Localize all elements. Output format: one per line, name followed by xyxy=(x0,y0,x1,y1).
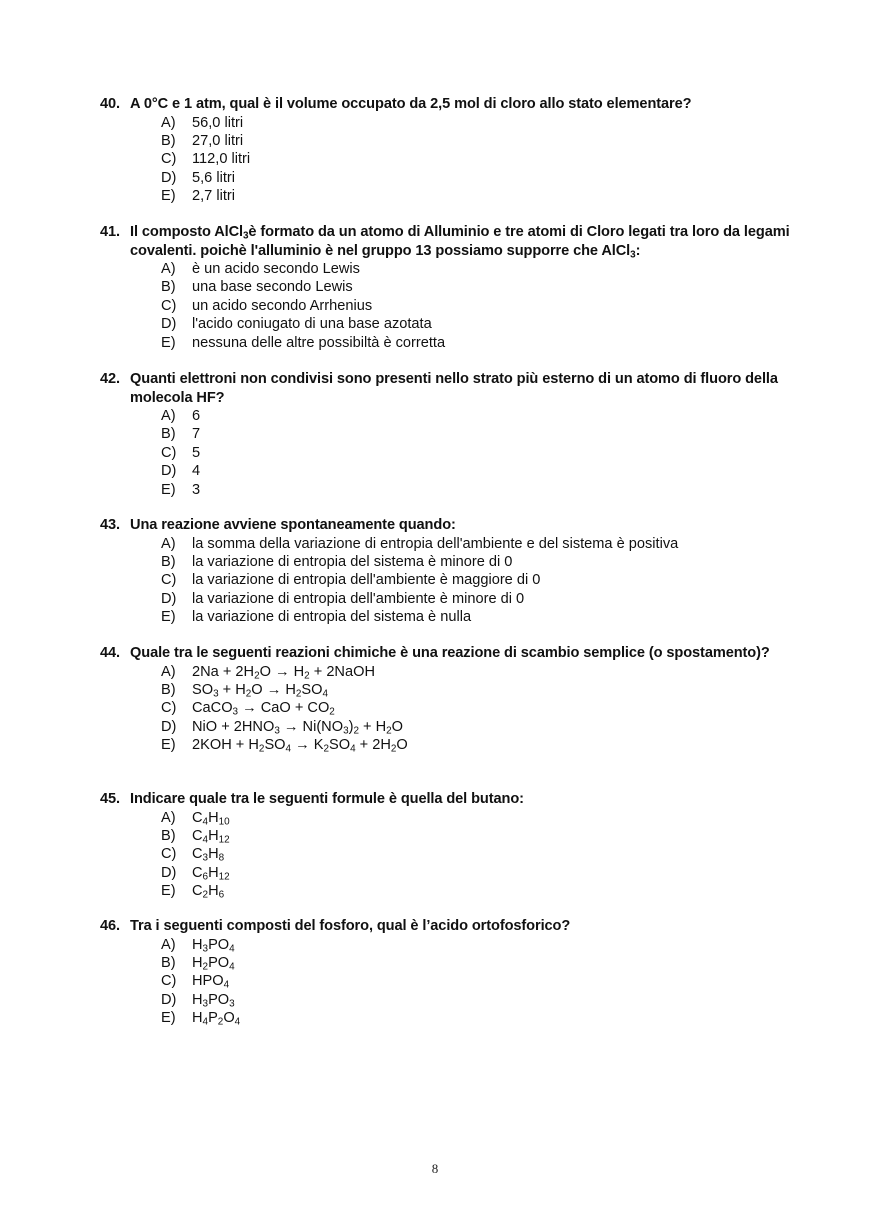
subscript: 2 xyxy=(390,743,397,755)
option-text: 7 xyxy=(192,426,201,443)
subscript: 4 xyxy=(322,688,329,700)
question-45 xyxy=(100,790,822,901)
option-text: $H_3PO_4$ xyxy=(192,936,235,954)
answer-option xyxy=(161,187,822,205)
answer-option xyxy=(161,334,822,352)
option-letter: A) xyxy=(161,535,176,552)
option-text: una base secondo Lewis xyxy=(192,279,353,296)
option-text: 4 xyxy=(192,463,201,480)
subscript: 3 xyxy=(202,998,209,1010)
subscript: 2 xyxy=(295,688,302,700)
answer-option xyxy=(161,663,822,681)
question-43 xyxy=(100,516,822,627)
answer-option xyxy=(161,608,822,626)
answer-options xyxy=(161,936,822,1028)
option-letter: D) xyxy=(161,864,177,881)
answer-options xyxy=(161,535,822,627)
option-letter: B) xyxy=(161,132,176,149)
option-text: 5 xyxy=(192,444,201,461)
option-letter: B) xyxy=(161,681,176,698)
option-letter: D) xyxy=(161,169,177,186)
subscript: 2 xyxy=(202,889,209,901)
answer-options xyxy=(161,407,822,499)
option-letter: C) xyxy=(161,151,177,168)
option-text: 56,0 litri xyxy=(192,114,244,131)
question-number: 45. xyxy=(100,791,120,807)
subscript: 2 xyxy=(258,743,265,755)
question-text: Indicare quale tra le seguenti formule è quella del butano: xyxy=(130,791,524,807)
subscript: 2 xyxy=(323,743,329,755)
option-text: $2Na + 2H_2O \to H_2$ + 2NaOH xyxy=(192,663,375,681)
answer-option xyxy=(161,462,822,480)
answer-option xyxy=(161,571,822,589)
subscript: 2 xyxy=(386,725,392,737)
option-text: la variazione di entropia del sistema è nulla xyxy=(192,609,472,626)
option-letter: E) xyxy=(161,609,176,626)
subscript: 3 xyxy=(232,706,239,718)
option-letter: E) xyxy=(161,1010,176,1027)
subscript: 4 xyxy=(202,1016,209,1028)
option-text: la variazione di entropia dell'ambiente è maggiore di 0 xyxy=(192,572,541,589)
answer-option xyxy=(161,972,822,990)
option-text: un acido secondo Arrhenius xyxy=(192,297,373,314)
answer-option xyxy=(161,315,822,333)
answer-option xyxy=(161,553,822,571)
option-text: è un acido secondo Lewis xyxy=(192,261,360,277)
subscript: 4 xyxy=(223,979,230,991)
option-text: 6 xyxy=(192,408,201,424)
option-letter: E) xyxy=(161,334,176,351)
option-text: 5,6 litri xyxy=(192,169,235,186)
question-text: Una reazione avviene spontaneamente quando: xyxy=(130,517,456,533)
option-text: $2KOH + H_2SO_4 \to K_2SO_4 + 2H_2O$ xyxy=(192,737,408,755)
subscript: 4 xyxy=(229,961,235,973)
answer-option xyxy=(161,278,822,296)
option-text: $C_3H_8$ xyxy=(192,846,225,864)
option-text: l'acido coniugato di una base azotata xyxy=(192,316,432,333)
question-number: 46. xyxy=(100,918,120,934)
question-40 xyxy=(100,95,822,206)
answer-option xyxy=(161,699,822,717)
option-letter: D) xyxy=(161,718,177,735)
subscript: 6 xyxy=(218,889,225,901)
answer-option xyxy=(161,954,822,972)
option-text: 3 xyxy=(192,481,201,498)
option-letter: D) xyxy=(161,463,177,480)
option-letter: B) xyxy=(161,954,176,971)
answer-option xyxy=(161,425,822,443)
subscript: 12 xyxy=(218,871,230,883)
subscript: 4 xyxy=(234,1016,241,1028)
subscript: 3 xyxy=(229,998,235,1010)
option-letter: E) xyxy=(161,188,176,205)
subscript: 12 xyxy=(218,834,230,846)
subscript: 2 xyxy=(304,669,310,681)
subscript: 3 xyxy=(274,725,280,737)
question-42 xyxy=(100,370,822,499)
answer-option xyxy=(161,845,822,863)
option-text: nessuna delle altre possibiltà è corretta xyxy=(192,334,446,351)
question-number: 40. xyxy=(100,96,120,112)
answer-option xyxy=(161,590,822,608)
subscript: 4 xyxy=(285,743,292,755)
option-text: 112,0 litri xyxy=(192,151,251,168)
question-text: Quanti elettroni non condivisi sono presenti nello strato più esterno di un atomo di fluoro della molecola HF? xyxy=(130,371,778,406)
option-text: la variazione di entropia dell'ambiente è minore di 0 xyxy=(192,590,525,607)
option-text: la somma della variazione di entropia dell'ambiente e del sistema è positiva xyxy=(192,535,679,552)
answer-option xyxy=(161,864,822,882)
subscript: 4 xyxy=(202,815,209,827)
answer-option xyxy=(161,936,822,954)
question-text: Il composto AlCl$_3$è formato da un atomo di Alluminio e tre atomi di Cloro legati tra loro da legami covalenti. poichè l'alluminio è nel gruppo 13 possiamo supporre che AlCl$_3$: xyxy=(130,224,790,260)
question-text: Tra i seguenti composti del fosforo, qual è l’acido ortofosforico? xyxy=(130,918,571,934)
option-text: $H_2PO_4$ xyxy=(192,954,235,973)
option-text: $C_6H_{12}$ xyxy=(192,864,230,883)
option-letter: A) xyxy=(161,809,176,826)
option-text: 2,7 litri xyxy=(192,188,235,205)
answer-option xyxy=(161,681,822,699)
question-text: A 0°C e 1 atm, qual è il volume occupato da 2,5 mol di cloro allo stato elementare? xyxy=(130,96,692,112)
subscript: 3 xyxy=(343,725,349,737)
option-letter: E) xyxy=(161,737,176,754)
page-number: 8 xyxy=(431,1161,439,1176)
answer-option xyxy=(161,444,822,462)
option-letter: B) xyxy=(161,553,176,570)
option-text: $SO_3 + H_2O \to H_2SO_4$ xyxy=(192,681,329,700)
option-letter: C) xyxy=(161,700,177,717)
subscript: 3 xyxy=(630,248,636,260)
subscript: 4 xyxy=(202,834,209,846)
option-letter: A) xyxy=(161,114,176,131)
answer-option xyxy=(161,1009,822,1027)
answer-option xyxy=(161,718,822,736)
question-number: 41. xyxy=(100,224,120,240)
option-letter: C) xyxy=(161,297,177,314)
answer-option xyxy=(161,481,822,499)
option-letter: A) xyxy=(161,408,176,424)
answer-options xyxy=(161,809,822,901)
option-letter: C) xyxy=(161,973,177,990)
subscript: 3 xyxy=(202,942,209,954)
answer-option xyxy=(161,882,822,900)
option-letter: B) xyxy=(161,827,176,844)
answer-option xyxy=(161,809,822,827)
answer-options xyxy=(161,114,822,206)
option-text: CaCO$_3$ → CaO + $CO_2$ xyxy=(192,700,335,718)
option-letter: C) xyxy=(161,572,177,589)
option-text: $HPO_4$ xyxy=(192,973,230,991)
option-text: $H_3PO_3$ xyxy=(192,991,235,1010)
subscript: 4 xyxy=(350,743,356,755)
answer-option xyxy=(161,535,822,553)
answer-option xyxy=(161,407,822,425)
subscript: 2 xyxy=(329,706,335,718)
option-letter: C) xyxy=(161,846,177,863)
answer-options xyxy=(161,663,822,755)
question-number: 42. xyxy=(100,371,120,387)
subscript: 10 xyxy=(218,815,230,827)
answer-option xyxy=(161,827,822,845)
option-letter: B) xyxy=(161,279,176,296)
subscript: 3 xyxy=(213,688,219,700)
answer-option xyxy=(161,991,822,1009)
answer-option xyxy=(161,736,822,754)
option-text: NiO + $2HNO_3 \to Ni(NO_3)_2 + H_2O$ xyxy=(192,718,404,737)
answer-option xyxy=(161,169,822,187)
option-letter: E) xyxy=(161,481,176,498)
option-text: $H_4P_2O_4$ xyxy=(192,1010,241,1028)
question-44 xyxy=(100,644,822,755)
option-letter: E) xyxy=(161,883,176,900)
answer-option xyxy=(161,297,822,315)
subscript: 3 xyxy=(202,852,209,864)
subscript: 4 xyxy=(229,942,235,954)
option-letter: C) xyxy=(161,444,177,461)
answer-option xyxy=(161,114,822,132)
subscript: 2 xyxy=(254,669,260,681)
subscript: 8 xyxy=(218,852,225,864)
answer-option xyxy=(161,260,822,278)
option-text: $C_4H_{12}$ xyxy=(192,827,230,846)
option-letter: A) xyxy=(161,261,176,277)
option-text: $C_4H_{10}$ xyxy=(192,809,230,827)
option-letter: B) xyxy=(161,426,176,443)
question-41 xyxy=(100,223,822,352)
answer-option xyxy=(161,150,822,168)
question-number: 43. xyxy=(100,517,120,533)
option-letter: A) xyxy=(161,936,176,953)
answer-options xyxy=(161,260,822,352)
subscript: 6 xyxy=(202,871,209,883)
subscript: 2 xyxy=(245,688,252,700)
question-number: 44. xyxy=(100,645,120,661)
question-46 xyxy=(100,917,822,1028)
option-letter: D) xyxy=(161,316,177,333)
answer-option xyxy=(161,132,822,150)
option-letter: D) xyxy=(161,991,177,1008)
subscript: 2 xyxy=(353,725,359,737)
subscript: 3 xyxy=(243,230,249,242)
option-letter: D) xyxy=(161,590,177,607)
option-letter: A) xyxy=(161,663,176,680)
question-text: Quale tra le seguenti reazioni chimiche è una reazione di scambio semplice (o spostamento)? xyxy=(130,645,770,661)
subscript: 2 xyxy=(217,1016,224,1028)
option-text: 27,0 litri xyxy=(192,132,244,149)
option-text: la variazione di entropia del sistema è minore di 0 xyxy=(192,553,513,570)
subscript: 2 xyxy=(202,961,209,973)
option-text: $C_2H_6$ xyxy=(192,883,225,901)
